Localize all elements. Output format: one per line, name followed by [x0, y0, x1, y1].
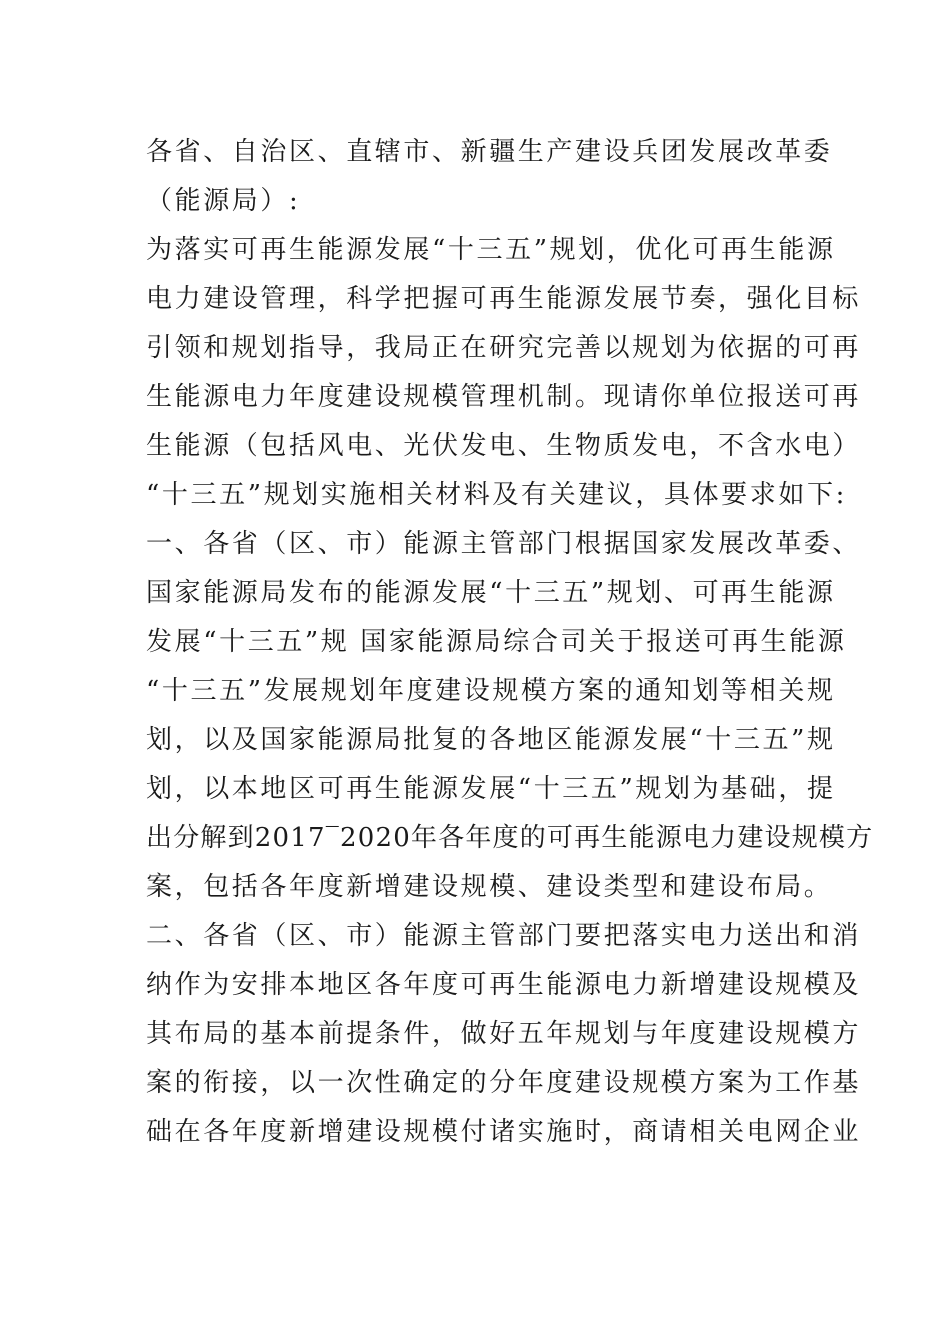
text-line-item-1: 一、各省（区、市）能源主管部门根据国家发展改革委、 — [146, 529, 862, 559]
text-line: 发展“十三五”规 国家能源局综合司关于报送可再生能源 — [146, 627, 847, 657]
text-line: “十三五”规划实施相关材料及有关建议，具体要求如下: — [146, 480, 847, 510]
text-line: 划，以及国家能源局批复的各地区能源发展“十三五”规 — [146, 725, 836, 755]
text-line: “十三五”发展规划年度建设规模方案的通知划等相关规 — [146, 676, 836, 706]
text-line: 案，包括各年度新增建设规模、建设类型和建设布局。 — [146, 872, 833, 902]
text-line: 为落实可再生能源发展“十三五”规划，优化可再生能源 — [146, 235, 836, 265]
text-line: 其布局的基本前提条件，做好五年规划与年度建设规模方 — [146, 1019, 862, 1049]
text-line: 电力建设管理，科学把握可再生能源发展节奏，强化目标 — [146, 284, 862, 314]
text-line: 案的衔接，以一次性确定的分年度建设规模方案为工作基 — [146, 1068, 862, 1098]
text-line-addressee: 各省、自治区、直辖市、新疆生产建设兵团发展改革委 — [146, 137, 833, 167]
text-line: 划，以本地区可再生能源发展“十三五”规划为基础，提 — [146, 774, 836, 804]
text-line: 出分解到2017‾2020年各年度的可再生能源电力建设规模方 — [146, 823, 874, 853]
text-line-addressee-cont: （能源局）: — [146, 186, 301, 216]
text-line: 纳作为安排本地区各年度可再生能源电力新增建设规模及 — [146, 970, 862, 1000]
text-line: 引领和规划指导，我局正在研究完善以规划为依据的可再 — [146, 333, 862, 363]
text-line: 础在各年度新增建设规模付诸实施时，商请相关电网企业 — [146, 1117, 862, 1147]
body-text — [146, 128, 874, 1157]
text-line-item-2: 二、各省（区、市）能源主管部门要把落实电力送出和消 — [146, 921, 862, 951]
text-line: 生能源电力年度建设规模管理机制。现请你单位报送可再 — [146, 382, 862, 412]
text-line: 国家能源局发布的能源发展“十三五”规划、可再生能源 — [146, 578, 836, 608]
text-line: 生能源（包括风电、光伏发电、生物质发电，不含水电） — [146, 431, 862, 461]
